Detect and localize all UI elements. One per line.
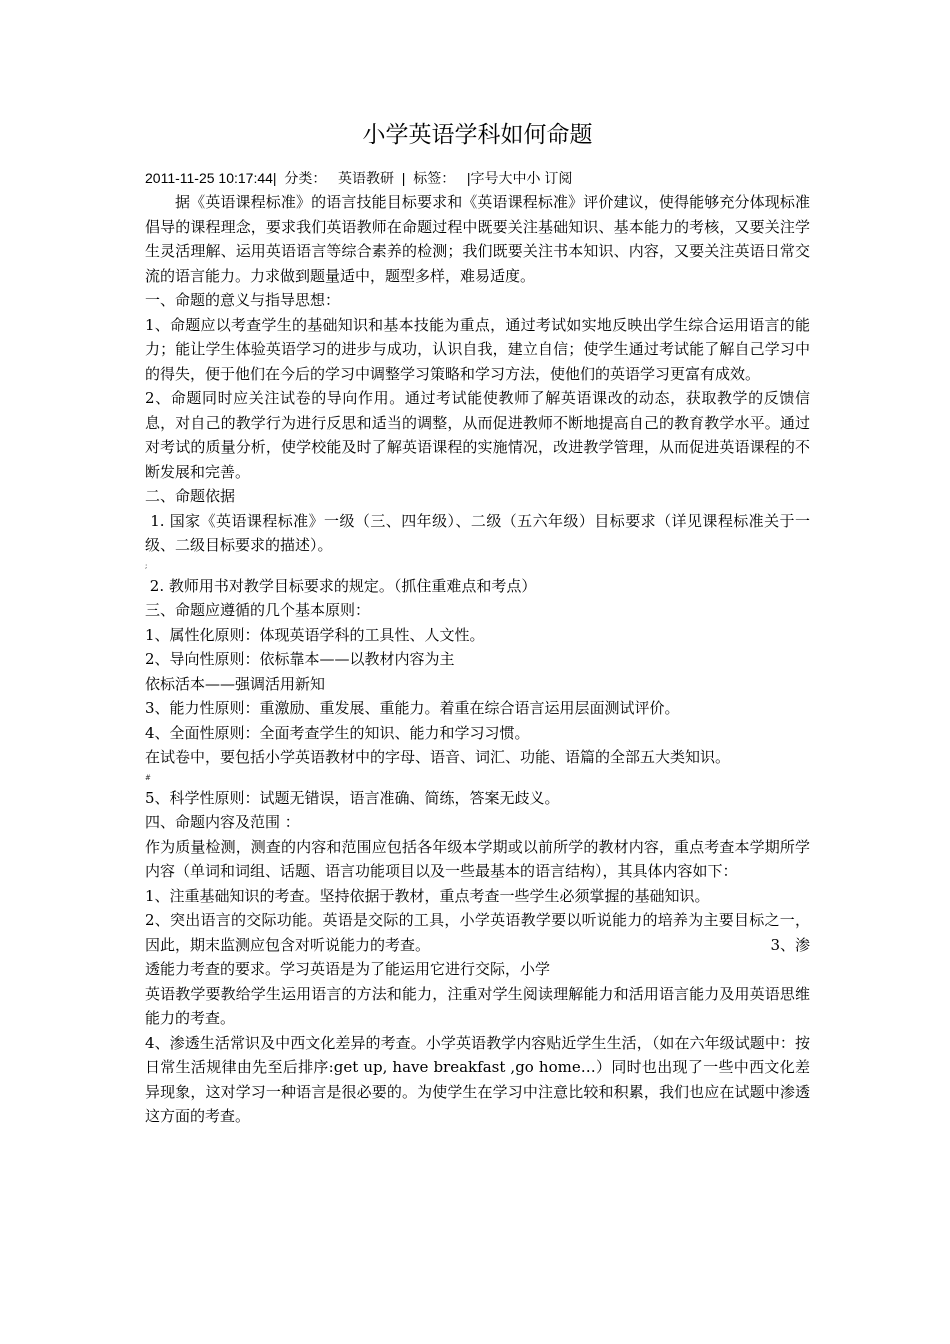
category-link[interactable]: 英语教研 [338,170,395,186]
paragraph: 作为质量检测，测查的内容和范围应包括各年级本学期或以前所学的教材内容，重点考查本学期所学内容（单词和词组、话题、语言功能项目以及一些最基本的语言结构），其具体内容如下： [145,837,810,880]
principle-item: 2、导向性原则：依标靠本——以教材内容为主 [145,650,455,668]
content-item: 1、注重基础知识的考查。坚持依据于教材，重点考查一些学生必须掌握的基础知识。 [145,886,710,905]
post-datetime: 2011-11-25 10:17:44 [145,170,273,186]
paragraph: 在试卷中，要包括小学英语教材中的字母、语音、词汇、功能、语篇的全部五大类知识。 [145,748,731,766]
document-page [145,118,810,1129]
blank-line: # [145,773,151,782]
blank-line: ; [145,561,148,570]
meta-separator: | [272,170,277,186]
section-heading-1: 一、命题的意义与指导思想： [145,291,341,309]
section-heading-2: 二、命题依据 [145,487,236,505]
paragraph: 2. 教师用书对教学目标要求的规定。（抓住重难点和考点） [145,576,537,595]
document-title: 小学英语学科如何命题 [362,122,593,148]
content-item-split [145,908,810,957]
section-heading-4: 四、命题内容及范围 ： [145,813,300,831]
content-item: 2、突出语言的交际功能。英语是交际的工具，小学英语教学要以听说能力的培养为主要目标之一，因此，期末监测应包含对听说能力的考查。 [145,911,810,954]
category-label: 分类： [284,170,327,186]
principle-item: 依标活本——强调活用新知 [145,674,326,693]
principle-item: 3、能力性原则：重激励、重发展、重能力。着重在综合语言运用层面测试评价。 [145,699,680,717]
tags-label: 标签： [413,170,456,186]
content-item: 4、渗透生活常识及中西文化差异的考查。小学英语教学内容贴近学生生活，（如在六年级试题中：按日常生活规律由先至后排序:get up, have breakfast ,go home…）同时也出现了一些中西文化差异现象，这对学习一种语言是很必要的。为使学生在学习中注意比较和积累，我们也应在试题中渗透这方面的考查。 [145,1033,810,1125]
post-meta [145,166,810,190]
section-heading-3: 三、命题应遵循的几个基本原则： [145,601,371,619]
principle-item: 4、全面性原则：全面考查学生的知识、能力和学习习惯。 [145,723,530,742]
principle-item: 5、科学性原则：试题无错误，语言准确、简练，答案无歧义。 [145,788,560,807]
paragraph: 1. 国家《英语课程标准》一级（三、四年级）、二级（五六年级）目标要求（详见课程标准关于一级、二级目标要求的描述）。 [145,511,810,554]
paragraph: 1、命题应以考查学生的基础知识和基本技能为重点，通过考试如实地反映出学生综合运用语言的能力；能让学生体验英语学习的进步与成功，认识自我，建立自信；使学生通过考试能了解自己学习中的得失，便于他们在今后的学习中调整学习策略和学习方法，使他们的英语学习更富有成效。 [145,315,810,383]
content-item: 透能力考查的要求。学习英语是为了能运用它进行交际，小学 [145,960,551,978]
paragraph: 2、命题同时应关注试卷的导向作用。通过考试能使教师了解英语课改的动态，获取教学的反馈信息，对自己的教学行为进行反思和适当的调整，从而促进教师不断地提高自己的教育教学水平。通过对考试的质量分析，使学校能及时了解英语课程的实施情况，改进教学管理，从而促进英语课程的不断发展和完善。 [145,389,810,481]
font-size-control[interactable]: |字号大中小 [466,170,541,186]
intro-paragraph: 据《英语课程标准》的语言技能目标要求和《英语课程标准》评价建议，使得能够充分体现标准倡导的课程理念，要求我们英语教师在命题过程中既要关注基础知识、基本能力的考核，又要关注学生灵活理解、运用英语语言等综合素养的检测；我们既要关注书本知识、内容，又要关注英语日常交流的语言能力。力求做到题量适中，题型多样，难易适度。 [145,193,810,285]
content-item: 英语教学要教给学生运用语言的方法和能力，注重对学生阅读理解能力和活用语言能力及用英语思维能力的考查。 [145,984,810,1027]
principle-item: 1、属性化原则：体现英语学科的工具性、人文性。 [145,625,485,644]
meta-separator: | [401,170,406,186]
subscribe-link[interactable]: 订阅 [544,170,573,186]
content-item-number: 3、渗 [770,935,810,954]
